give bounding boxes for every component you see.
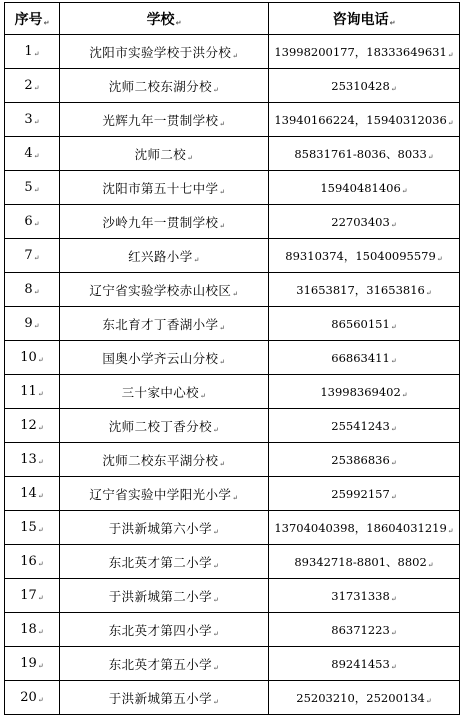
cell-phone-text: 25203210，25200134 (296, 690, 425, 705)
paragraph-mark-icon: ↵ (33, 186, 40, 194)
paragraph-mark-icon: ↵ (175, 18, 182, 27)
cell-phone (269, 613, 460, 647)
cell-phone (269, 545, 460, 579)
cell-index-text: 17 (20, 588, 37, 603)
cell-index (5, 375, 60, 409)
cell-index (5, 647, 60, 681)
paragraph-mark-icon: ↵ (212, 527, 220, 536)
cell-school (60, 647, 269, 681)
cell-phone (269, 273, 460, 307)
paragraph-mark-icon: ↵ (390, 662, 397, 671)
paragraph-mark-icon: ↵ (390, 424, 397, 433)
paragraph-mark-icon: ↵ (212, 85, 220, 94)
cell-school (60, 613, 269, 647)
paragraph-mark-icon: ↵ (200, 391, 207, 400)
paragraph-mark-icon: ↵ (37, 356, 44, 364)
table-row (5, 409, 460, 443)
paragraph-mark-icon: ↵ (187, 153, 194, 162)
cell-phone (269, 171, 460, 205)
cell-index (5, 137, 60, 171)
table-row (5, 171, 460, 205)
cell-index-text: 8 (24, 282, 33, 297)
paragraph-mark-icon: ↵ (43, 18, 50, 27)
cell-index-text: 5 (24, 180, 33, 195)
cell-school (60, 273, 269, 307)
paragraph-mark-icon: ↵ (447, 118, 454, 127)
cell-phone (269, 375, 460, 409)
cell-index-text: 6 (24, 214, 33, 229)
paragraph-mark-icon: ↵ (427, 152, 434, 161)
paragraph-mark-icon: ↵ (33, 254, 40, 262)
paragraph-mark-icon: ↵ (390, 594, 397, 603)
paragraph-mark-icon: ↵ (33, 50, 40, 58)
cell-phone (269, 69, 460, 103)
paragraph-mark-icon: ↵ (401, 390, 408, 399)
cell-index-text: 2 (24, 78, 33, 93)
cell-index-text: 14 (20, 486, 37, 501)
table-row (5, 443, 460, 477)
cell-phone (269, 511, 460, 545)
cell-phone (269, 35, 460, 69)
table-row (5, 35, 460, 69)
paragraph-mark-icon: ↵ (219, 187, 226, 196)
cell-index (5, 511, 60, 545)
cell-phone-text: 13704040398，18604031219 (274, 520, 447, 535)
cell-index (5, 477, 60, 511)
cell-index-text: 3 (24, 112, 33, 127)
cell-index-text: 11 (20, 384, 37, 399)
table-row (5, 307, 460, 341)
paragraph-mark-icon: ↵ (37, 560, 44, 568)
cell-index-text: 12 (20, 418, 37, 433)
paragraph-mark-icon: ↵ (37, 696, 44, 704)
cell-phone-text: 25992157 (331, 486, 390, 501)
cell-phone (269, 341, 460, 375)
cell-index-text: 10 (20, 350, 37, 365)
paragraph-mark-icon: ↵ (33, 84, 40, 92)
cell-index (5, 69, 60, 103)
cell-school-text: 国奥小学齐云山分校 (102, 350, 219, 366)
cell-phone (269, 681, 460, 715)
cell-school-text: 三十家中心校 (121, 384, 200, 400)
cell-school (60, 477, 269, 511)
cell-index-text: 1 (24, 44, 33, 59)
cell-index-text: 13 (20, 452, 37, 467)
cell-school-text: 沙岭九年一贯制学校 (102, 214, 219, 230)
cell-index (5, 103, 60, 137)
table-row (5, 137, 460, 171)
cell-index (5, 579, 60, 613)
cell-index (5, 35, 60, 69)
paragraph-mark-icon: ↵ (390, 84, 397, 93)
cell-phone-text: 89241453 (331, 656, 390, 671)
paragraph-mark-icon: ↵ (37, 390, 44, 398)
paragraph-mark-icon: ↵ (212, 697, 220, 706)
cell-school (60, 239, 269, 273)
paragraph-mark-icon: ↵ (37, 458, 44, 466)
table-header-row (5, 3, 460, 35)
paragraph-mark-icon: ↵ (390, 220, 397, 229)
cell-phone (269, 579, 460, 613)
table-row (5, 103, 460, 137)
paragraph-mark-icon: ↵ (232, 51, 239, 60)
table-row (5, 341, 460, 375)
table-row (5, 579, 460, 613)
cell-index-text: 9 (24, 316, 33, 331)
table-body (5, 35, 460, 715)
cell-index-text: 4 (24, 146, 33, 161)
cell-phone (269, 103, 460, 137)
paragraph-mark-icon: ↵ (219, 119, 226, 128)
paragraph-mark-icon: ↵ (390, 628, 397, 637)
cell-index (5, 409, 60, 443)
cell-phone-text: 89342718-8801、8802 (294, 554, 427, 569)
school-contact-table (4, 2, 460, 715)
table-row (5, 375, 460, 409)
cell-index-text: 7 (24, 248, 33, 263)
cell-school-text: 辽宁省实验学校赤山校区 (89, 282, 232, 298)
cell-school-text: 沈阳市实验学校于洪分校 (89, 44, 232, 60)
paragraph-mark-icon: ↵ (37, 492, 44, 500)
cell-school (60, 341, 269, 375)
cell-school-text: 东北英才第五小学 (108, 656, 212, 672)
cell-school-text: 红兴路小学 (128, 248, 193, 264)
table-row (5, 647, 460, 681)
paragraph-mark-icon: ↵ (425, 288, 432, 297)
cell-phone-text: 66863411 (331, 350, 390, 365)
table-row (5, 613, 460, 647)
cell-school-text: 光辉九年一贯制学校 (102, 112, 219, 128)
paragraph-mark-icon: ↵ (219, 459, 226, 468)
cell-index-text: 15 (20, 520, 37, 535)
cell-school-text: 沈师二校丁香分校 (108, 418, 212, 434)
cell-school (60, 579, 269, 613)
table-row (5, 681, 460, 715)
cell-phone-text: 25541243 (331, 418, 390, 433)
cell-phone-text: 13940166224，15940312036 (274, 112, 447, 127)
paragraph-mark-icon: ↵ (33, 288, 40, 296)
paragraph-mark-icon: ↵ (37, 526, 44, 534)
paragraph-mark-icon: ↵ (33, 152, 40, 160)
paragraph-mark-icon: ↵ (219, 323, 226, 332)
cell-school-text: 沈师二校 (134, 146, 187, 162)
table-row (5, 205, 460, 239)
table-row (5, 239, 460, 273)
cell-index-text: 20 (20, 690, 37, 705)
paragraph-mark-icon: ↵ (390, 356, 397, 365)
paragraph-mark-icon: ↵ (436, 254, 443, 263)
paragraph-mark-icon: ↵ (425, 696, 432, 705)
cell-school (60, 681, 269, 715)
paragraph-mark-icon: ↵ (232, 493, 239, 502)
paragraph-mark-icon: ↵ (401, 186, 408, 195)
table-row (5, 545, 460, 579)
paragraph-mark-icon: ↵ (389, 18, 396, 27)
cell-school-text: 于洪新城第六小学 (108, 520, 212, 536)
paragraph-mark-icon: ↵ (33, 220, 40, 228)
cell-phone (269, 647, 460, 681)
cell-school-text: 东北英才第二小学 (108, 554, 212, 570)
cell-school (60, 443, 269, 477)
cell-index (5, 307, 60, 341)
cell-school (60, 35, 269, 69)
cell-school (60, 171, 269, 205)
cell-school (60, 103, 269, 137)
cell-school (60, 137, 269, 171)
cell-school (60, 409, 269, 443)
cell-index (5, 443, 60, 477)
table-row (5, 69, 460, 103)
paragraph-mark-icon: ↵ (447, 50, 454, 59)
cell-phone-text: 31731338 (331, 588, 390, 603)
cell-phone (269, 205, 460, 239)
cell-phone (269, 443, 460, 477)
paragraph-mark-icon: ↵ (193, 255, 200, 264)
cell-phone-text: 15940481406 (320, 180, 401, 195)
cell-phone-text: 89310374，15040095579 (285, 248, 436, 263)
paragraph-mark-icon: ↵ (33, 118, 40, 126)
cell-index-text: 18 (20, 622, 37, 637)
cell-school-text: 辽宁省实验中学阳光小学 (89, 486, 232, 502)
header-index: 序号↵ (5, 3, 60, 35)
cell-school-text: 于洪新城第五小学 (108, 690, 212, 706)
cell-school-text: 沈师二校东湖分校 (108, 78, 212, 94)
header-phone: 咨询电话↵ (269, 3, 460, 35)
cell-school-text: 于洪新城第二小学 (108, 588, 212, 604)
paragraph-mark-icon: ↵ (37, 628, 44, 636)
cell-school-text: 沈师二校东平湖分校 (102, 452, 219, 468)
cell-index (5, 171, 60, 205)
cell-school (60, 205, 269, 239)
cell-phone (269, 239, 460, 273)
table-row (5, 273, 460, 307)
paragraph-mark-icon: ↵ (232, 289, 239, 298)
paragraph-mark-icon: ↵ (212, 561, 220, 570)
cell-phone (269, 409, 460, 443)
cell-index (5, 613, 60, 647)
paragraph-mark-icon: ↵ (37, 594, 44, 602)
cell-phone-text: 25310428 (331, 78, 390, 93)
cell-school-text: 沈阳市第五十七中学 (102, 180, 219, 196)
header-school: 学校↵ (60, 3, 269, 35)
paragraph-mark-icon: ↵ (390, 492, 397, 501)
cell-school (60, 511, 269, 545)
paragraph-mark-icon: ↵ (390, 458, 397, 467)
cell-school (60, 375, 269, 409)
paragraph-mark-icon: ↵ (427, 560, 434, 569)
cell-phone-text: 85831761-8036、8033 (294, 146, 427, 161)
cell-school (60, 545, 269, 579)
cell-index (5, 545, 60, 579)
paragraph-mark-icon: ↵ (219, 221, 226, 230)
cell-school (60, 69, 269, 103)
cell-index-text: 16 (20, 554, 37, 569)
table-row (5, 477, 460, 511)
paragraph-mark-icon: ↵ (212, 595, 220, 604)
paragraph-mark-icon: ↵ (212, 425, 220, 434)
paragraph-mark-icon: ↵ (37, 662, 44, 670)
cell-index-text: 19 (20, 656, 37, 671)
cell-school-text: 东北英才第四小学 (108, 622, 212, 638)
cell-school (60, 307, 269, 341)
table-row (5, 511, 460, 545)
paragraph-mark-icon: ↵ (212, 663, 220, 672)
cell-index (5, 341, 60, 375)
cell-phone-text: 13998369402 (320, 384, 401, 399)
cell-phone (269, 307, 460, 341)
cell-index (5, 239, 60, 273)
paragraph-mark-icon: ↵ (33, 322, 40, 330)
cell-phone-text: 31653817，31653816 (296, 282, 425, 297)
paragraph-mark-icon: ↵ (37, 424, 44, 432)
cell-phone-text: 13998200177，18333649631 (274, 44, 447, 59)
paragraph-mark-icon: ↵ (212, 629, 220, 638)
cell-phone (269, 477, 460, 511)
cell-school-text: 东北育才丁香湖小学 (102, 316, 219, 332)
cell-phone-text: 86371223 (331, 622, 390, 637)
cell-phone (269, 137, 460, 171)
paragraph-mark-icon: ↵ (390, 322, 397, 331)
cell-index (5, 273, 60, 307)
paragraph-mark-icon: ↵ (219, 357, 226, 366)
cell-index (5, 681, 60, 715)
cell-phone-text: 25386836 (331, 452, 390, 467)
cell-phone-text: 22703403 (331, 214, 390, 229)
cell-phone-text: 86560151 (331, 316, 390, 331)
cell-index (5, 205, 60, 239)
paragraph-mark-icon: ↵ (447, 526, 454, 535)
